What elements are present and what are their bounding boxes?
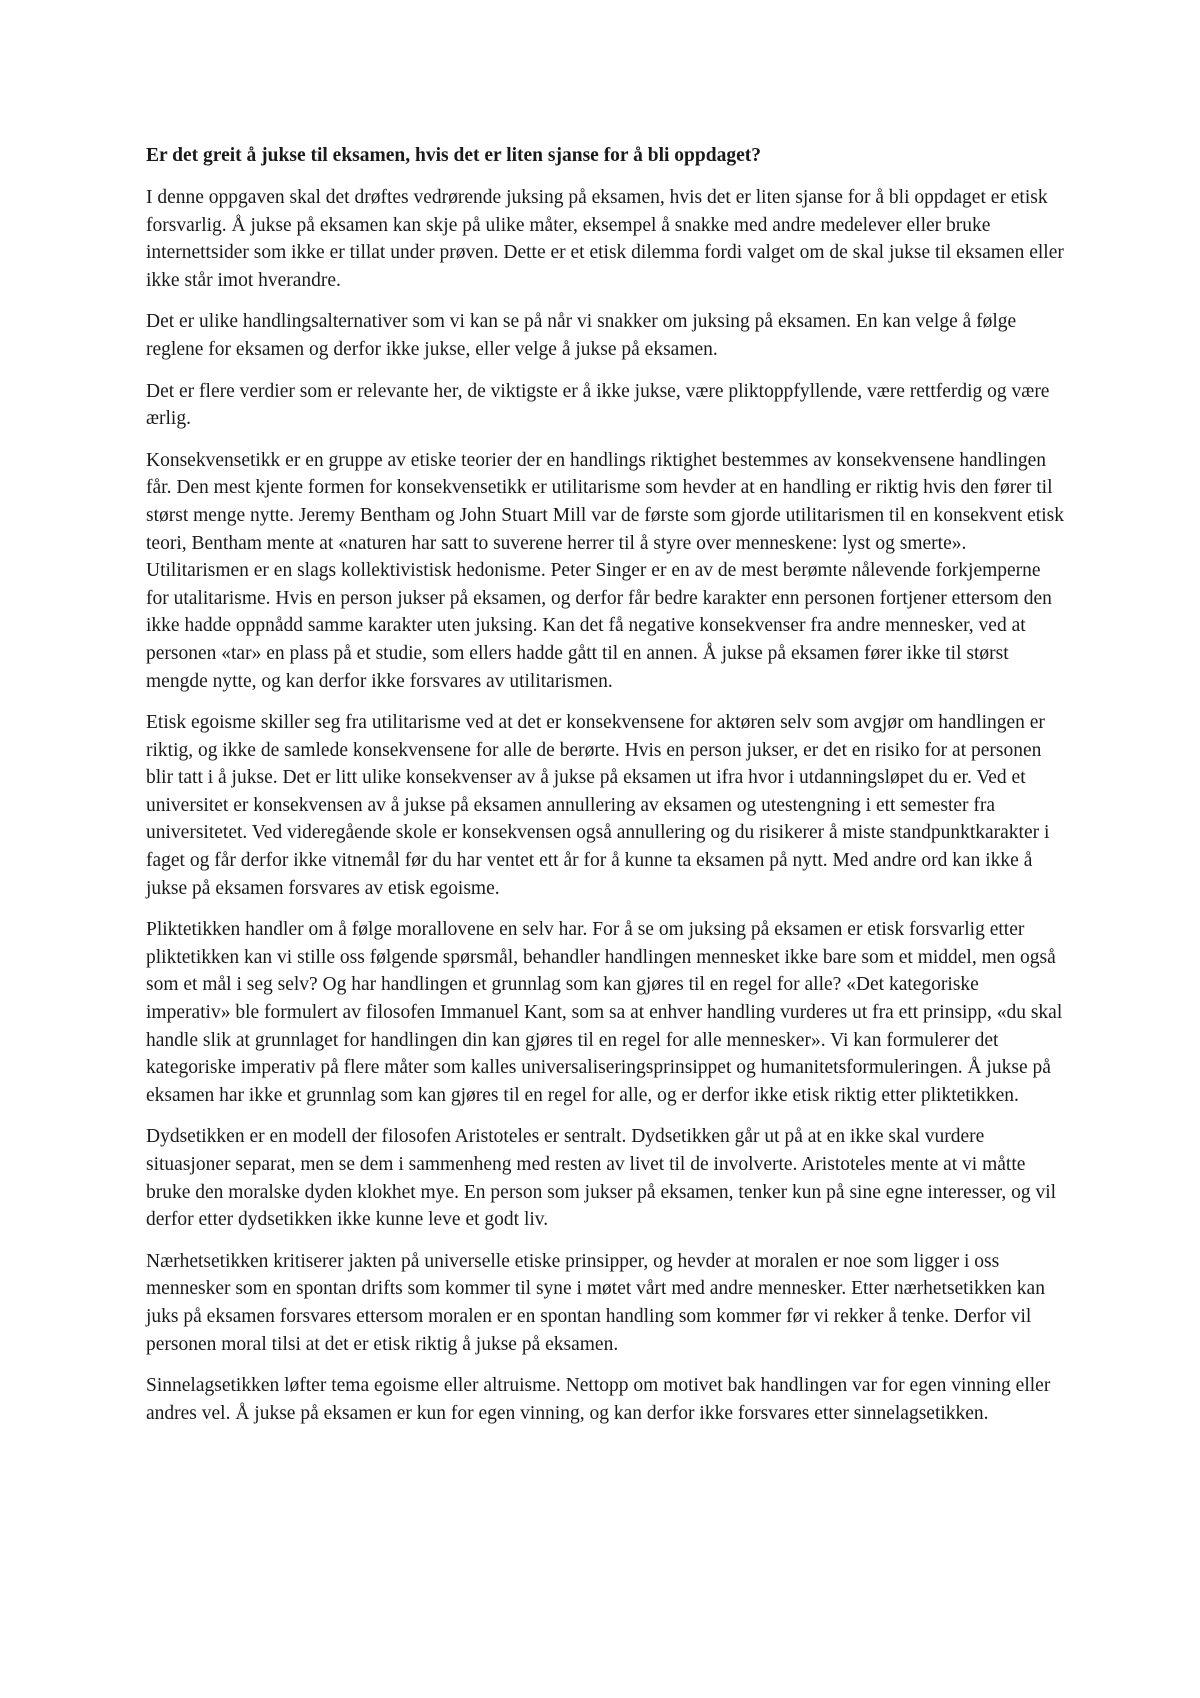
paragraph-alternatives: Det er ulike handlingsalternativer som vi kan se på når vi snakker om juksing på eksamen. En kan velge å følge reglene for eksamen og derfor ikke jukse, eller velge å jukse på eksamen. [146, 311, 1017, 360]
paragraph-ethics-of-proximity: Nærhetsetikken kritiserer jakten på universelle etiske prinsipper, og hevder at moralen er noe som ligger i oss mennesker som en spontan drifts som kommer til syne i møtet vårt med andre mennesker. Etter nærhetsetikken kan juks på eksamen forsvares ettersom moralen er en spontan handling som kommer før vi rekker å tenke. Derfor vil personen moral tilsi at det er etisk riktig å jukse på eksamen. [146, 1250, 1045, 1355]
paragraph-deontology: Pliktetikken handler om å følge morallovene en selv har. For å se om juksing på eksamen er etisk forsvarlig etter pliktetikken kan vi stille oss følgende spørsmål, behandler handlingen mennesket ikke bare som et middel, men også som et mål i seg selv? Og har handlingen et grunnlag som kan gjøres til en regel for alle? «Det kategoriske imperativ» ble formulert av filosofen Immanuel Kant, som sa at enhver handling vurderes ut fra ett prinsipp, «du skal handle slik at grunnlaget for handlingen din kan gjøres til en regel for alle mennesker». Vi kan formulerer det kategoriske imperativ på flere måter som kalles universaliseringsprinsippet og humanitetsformuleringen. Å jukse på eksamen har ikke et grunnlag som kan gjøres til en regel for alle, og er derfor ikke etisk riktig etter pliktetikken. [146, 919, 1063, 1106]
document-body [146, 142, 1066, 1441]
paragraph-values: Det er flere verdier som er relevante her, de viktigste er å ikke jukse, være pliktoppfyllende, være rettferdig og være ærlig. [146, 380, 1050, 430]
paragraph-ethics-of-intention: Sinnelagsetikken løfter tema egoisme eller altruisme. Nettopp om motivet bak handlingen var for egen vinning eller andres vel. Å jukse på eksamen er kun for egen vinning, og kan derfor ikke forsvares etter sinnelagsetikken. [146, 1375, 1051, 1424]
document-title: Er det greit å jukse til eksamen, hvis det er liten sjanse for å bli oppdaget? [146, 145, 761, 166]
paragraph-consequentialism: Konsekvensetikk er en gruppe av etiske teorier der en handlings riktighet bestemmes av konsekvensene handlingen får. Den mest kjente formen for konsekvensetikk er utilitarisme som hevder at en handling er riktig hvis den fører til størst menge nytte. Jeremy Bentham og John Stuart Mill var de første som gjorde utilitarismen til en konsekvent etisk teori, Bentham mente at «naturen har satt to suverene herrer til å styre over menneskene: lyst og smerte». Utilitarismen er en slags kollektivistisk hedonisme. Peter Singer er en av de mest berømte nålevende forkjemperne for utalitarisme. Hvis en person jukser på eksamen, og derfor får bedre karakter enn personen fortjener ettersom den ikke hadde oppnådd samme karakter uten juksing. Kan det få negative konsekvenser fra andre mennesker, ved at personen «tar» en plass på et studie, som ellers hadde gått til en annen. Å jukse på eksamen fører ikke til størst mengde nytte, og kan derfor ikke forsvares av utilitarismen. [146, 449, 1064, 692]
paragraph-virtue-ethics: Dydsetikken er en modell der filosofen Aristoteles er sentralt. Dydsetikken går ut på at en ikke skal vurdere situasjoner separat, men se dem i sammenheng med resten av livet til de involverte. Aristoteles mente at vi måtte bruke den moralske dyden klokhet mye. En person som jukser på eksamen, tenker kun på sine egne interesser, og vil derfor etter dydsetikken ikke kunne leve et godt liv. [146, 1126, 1057, 1231]
paragraph-introduction: I denne oppgaven skal det drøftes vedrørende juksing på eksamen, hvis det er liten sjanse for å bli oppdaget er etisk forsvarlig. Å jukse på eksamen kan skje på ulike måter, eksempel å snakke med andre medelever eller bruke internettsider som ikke er tillat under prøven. Dette er et etisk dilemma fordi valget om de skal jukse til eksamen eller ikke står imot hverandre. [146, 187, 1064, 291]
paragraph-ethical-egoism: Etisk egoisme skiller seg fra utilitarisme ved at det er konsekvensene for aktøren selv som avgjør om handlingen er riktig, og ikke de samlede konsekvensene for alle de berørte. Hvis en person jukser, er det en risiko for at personen blir tatt i å jukse. Det er litt ulike konsekvenser av å jukse på eksamen ut ifra hvor i utdanningsløpet du er. Ved et universitet er konsekvensen av å jukse på eksamen annullering av eksamen og utestengning i ett semester fra universitetet. Ved videregående skole er konsekvensen også annullering og du risikerer å miste standpunktkarakter i faget og får derfor ikke vitnemål før du har ventet ett år for å kunne ta eksamen på nytt. Med andre ord kan ikke å jukse på eksamen forsvares av etisk egoisme. [146, 712, 1050, 899]
